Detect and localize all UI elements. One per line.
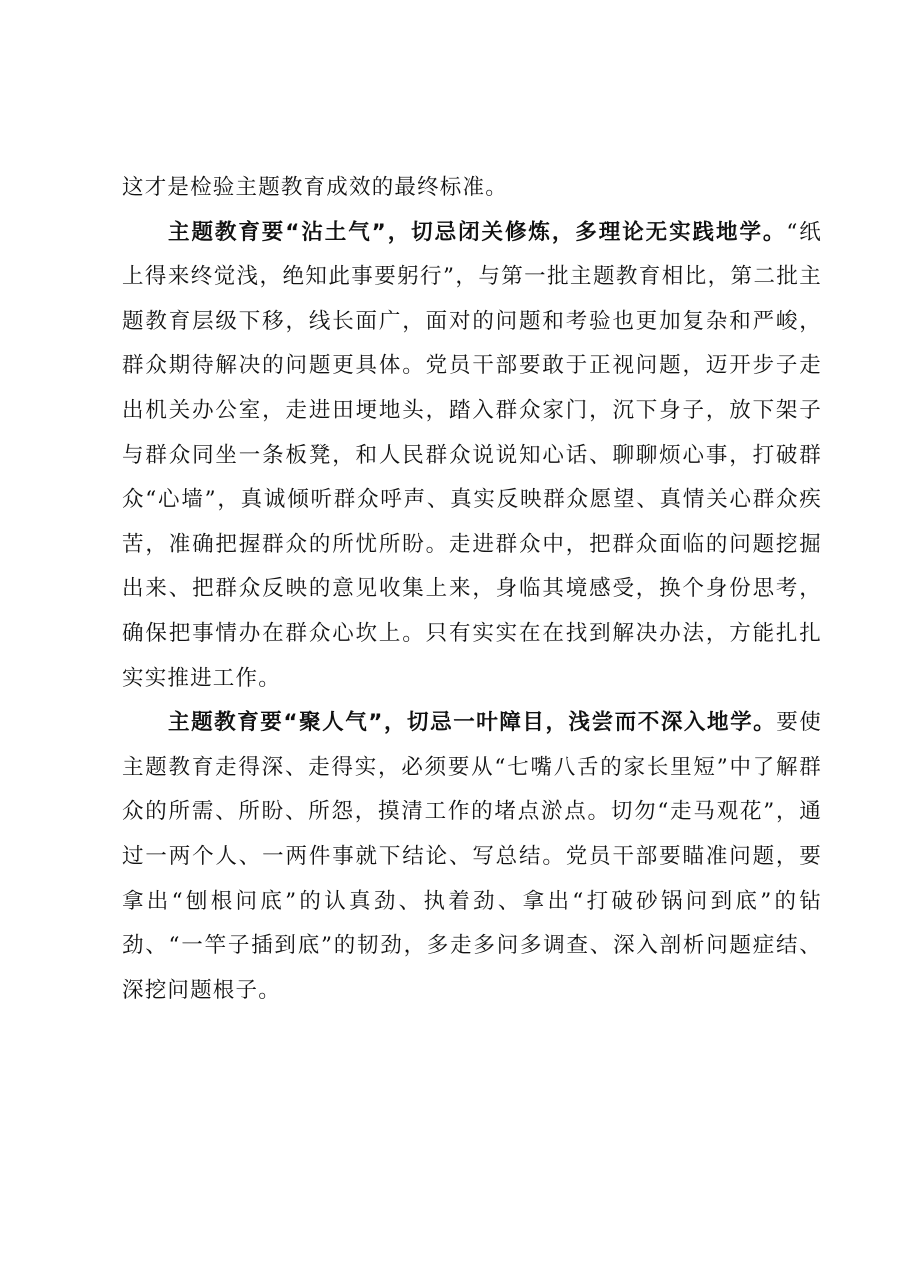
document-body (122, 166, 822, 1013)
paragraph-tu-qi (122, 211, 822, 702)
paragraph-body: 这才是检验主题教育成效的最终标准。 (122, 175, 508, 200)
paragraph-ren-qi (122, 701, 822, 1013)
paragraph-body: 要使主题教育走得深、走得实，必须要从“七嘴八舌的家长里短”中了解群众的所需、所盼、所怨，摸清工作的堵点淤点。切勿“走马观花”，通过一两个人、一两件事就下结论、写总结。党员干部要瞄准问题，要拿出“刨根问底”的认真劲、执着劲、拿出“打破砂锅问到底”的钻劲、“一竿子插到底”的韧劲，多走多问多调查、深入剖析问题症结、深挖问题根子。 (122, 710, 822, 1003)
paragraph-heading: 主题教育要“沾土气”，切忌闭关修炼，多理论无实践地学。 (168, 219, 787, 245)
paragraph-heading: 主题教育要“聚人气”，切忌一叶障目，浅尝而不深入地学。 (168, 710, 777, 736)
paragraph-continuation (122, 166, 822, 211)
paragraph-body: “纸上得来终觉浅，绝知此事要躬行”，与第一批主题教育相比，第二批主题教育层级下移，线长面广，面对的问题和考验也更加复杂和严峻，群众期待解决的问题更具体。党员干部要敢于正视问题，迈开步子走出机关办公室，走进田埂地头，踏入群众家门，沉下身子，放下架子与群众同坐一条板凳，和人民群众说说知心话、聊聊烦心事，打破群众“心墙”，真诚倾听群众呼声、真实反映群众愿望、真情关心群众疾苦，准确把握群众的所忧所盼。走进群众中，把群众面临的问题挖掘出来、把群众反映的意见收集上来，身临其境感受，换个身份思考，确保把事情办在群众心坎上。只有实实在在找到解决办法，方能扎扎实实推进工作。 (122, 219, 822, 691)
